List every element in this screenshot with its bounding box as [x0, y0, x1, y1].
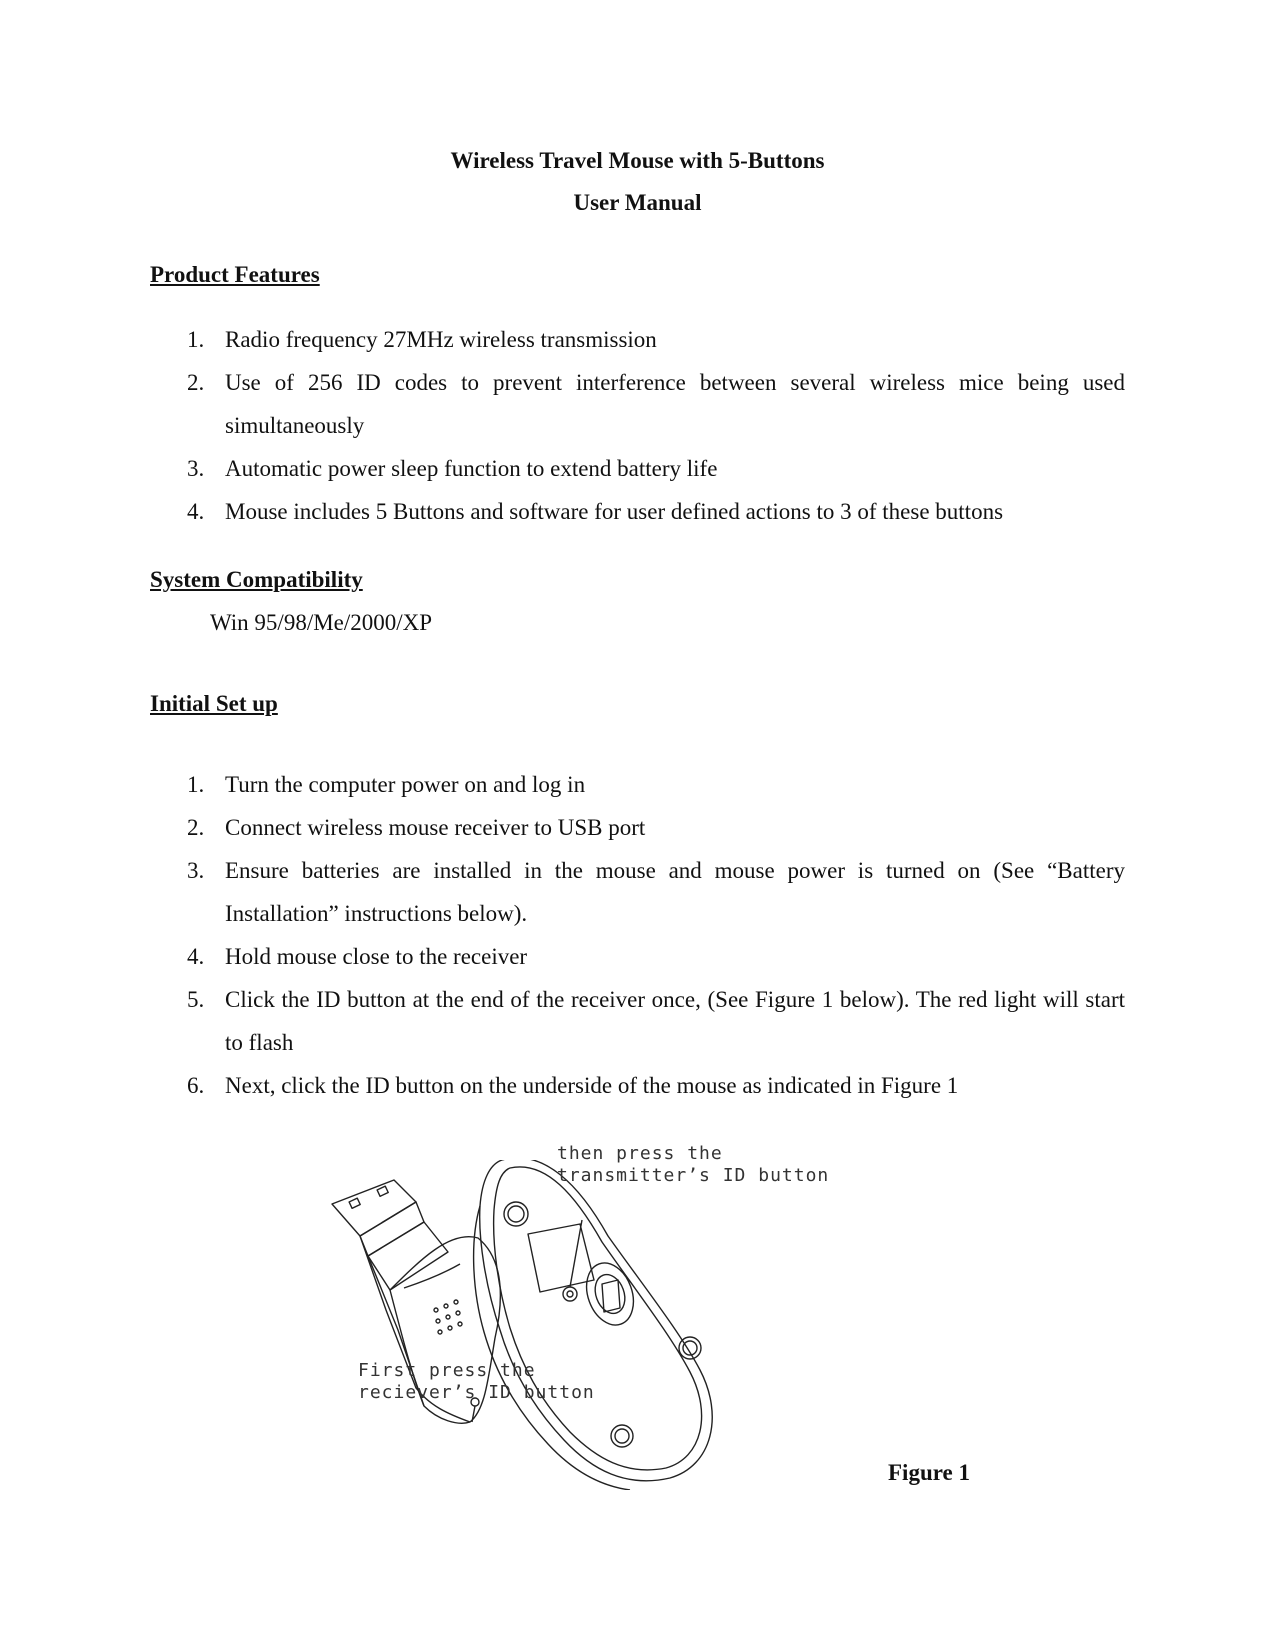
initial-setup-heading: Initial Set up: [150, 691, 278, 716]
transmitter-label-line1: then press the: [557, 1143, 723, 1164]
receiver-label-line1: First press the: [358, 1360, 536, 1381]
list-item: 5. Click the ID button at the end of the receiver once, (See Figure 1 below). The red light will start to flash: [187, 987, 1125, 1055]
list-item: 3. Ensure batteries are installed in the mouse and mouse power is turned on (See “Battery Installation” instructions below).: [187, 858, 1125, 926]
list-item: 4. Hold mouse close to the receiver: [187, 944, 528, 969]
list-item: 1. Turn the computer power on and log in: [187, 772, 586, 797]
mouse-receiver-drawing: [320, 1160, 840, 1490]
compatibility-text: Win 95/98/Me/2000/XP: [210, 610, 433, 635]
document-title: Wireless Travel Mouse with 5-Buttons: [450, 148, 825, 173]
document-subtitle: User Manual: [573, 190, 702, 215]
setup-list: [150, 763, 1125, 1107]
list-item: 1. Radio frequency 27MHz wireless transmission: [187, 327, 657, 352]
list-item: 2. Use of 256 ID codes to prevent interference between several wireless mice being used simultaneously: [187, 370, 1125, 438]
list-item: 3. Automatic power sleep function to extend battery life: [187, 456, 718, 481]
transmitter-label-line2: transmitter’s ID button: [557, 1165, 830, 1186]
receiver-vent-holes: [434, 1300, 462, 1334]
receiver-label-line2: reciever’s ID button: [358, 1382, 595, 1403]
features-list: [150, 318, 1125, 533]
list-item: 4. Mouse includes 5 Buttons and software for user defined actions to 3 of these buttons: [187, 499, 1004, 524]
figure-1-illustration: [320, 1143, 840, 1490]
mouse-underside-drawing: [474, 1160, 713, 1490]
figure-caption: Figure 1: [888, 1460, 970, 1485]
product-features-heading: Product Features: [150, 262, 320, 287]
list-item: 6. Next, click the ID button on the underside of the mouse as indicated in Figure 1: [187, 1073, 959, 1098]
list-item: 2. Connect wireless mouse receiver to USB port: [187, 815, 646, 840]
system-compatibility-heading: System Compatibility: [150, 567, 363, 592]
